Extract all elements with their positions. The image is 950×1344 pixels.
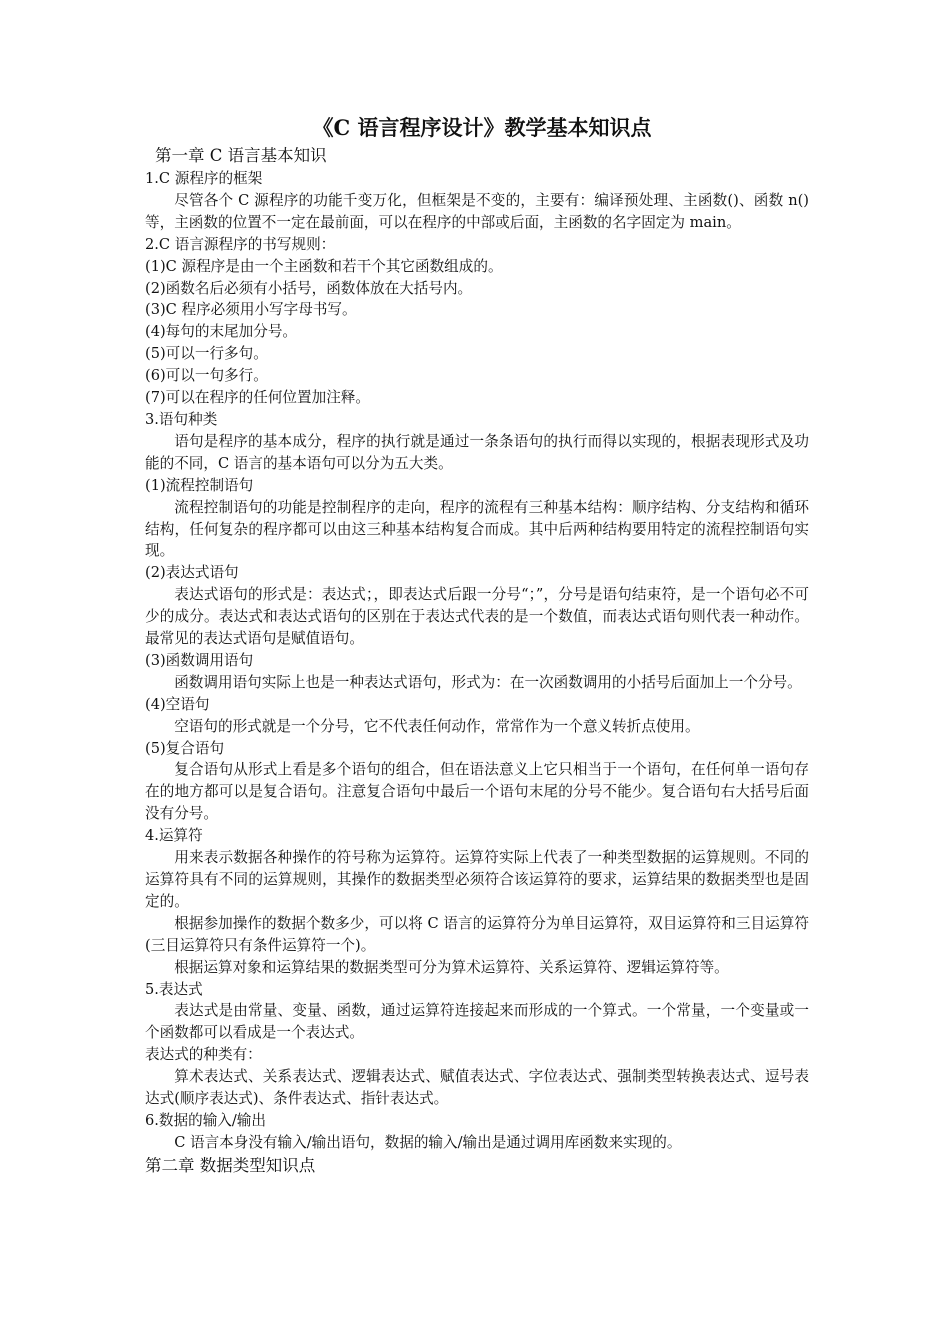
section-3-paragraph: 语句是程序的基本成分，程序的执行就是通过一条条语句的执行而得以实现的，根据表现形式及功能的不同，C 语言的基本语句可以分为五大类。 xyxy=(145,432,809,472)
expression-kinds-heading: 表达式的种类有： xyxy=(145,1046,262,1064)
subsection-empty-statement-heading: (4)空语句 xyxy=(145,695,210,713)
subsection-flow-control-heading: (1)流程控制语句 xyxy=(145,476,254,494)
chapter-1-heading: 第一章 C 语言基本知识 xyxy=(155,146,327,165)
document-title: 《C 语言程序设计》教学基本知识点 xyxy=(312,115,652,140)
section-2-heading: 2.C 语言源程序的书写规则： xyxy=(145,235,336,253)
section-4-paragraph: 用来表示数据各种操作的符号称为运算符。运算符实际上代表了一种类型数据的运算规则。不同的运算符具有不同的运算规则，其操作的数据类型必须符合该运算符的要求，运算结果的数据类型也是固定的。 xyxy=(145,849,809,910)
section-4-paragraph: 根据运算对象和运算结果的数据类型可分为算术运算符、关系运算符、逻辑运算符等。 xyxy=(174,958,729,976)
rule-item: (2)函数名后必须有小括号，函数体放在大括号内。 xyxy=(145,279,473,297)
subsection-compound-statement-paragraph: 复合语句从形式上看是多个语句的组合，但在语法意义上它只相当于一个语句，在任何单一语句存在的地方都可以是复合语句。注意复合语句中最后一个语句末尾的分号不能少。复合语句右大括号后面没有分号。 xyxy=(145,761,809,823)
subsection-compound-statement-heading: (5)复合语句 xyxy=(145,739,225,757)
document-page xyxy=(145,112,809,1178)
section-6-heading: 6.数据的输入/输出 xyxy=(145,1111,266,1129)
rule-item: (5)可以一行多句。 xyxy=(145,345,268,363)
subsection-function-call-paragraph: 函数调用语句实际上也是一种表达式语句，形式为：在一次函数调用的小括号后面加上一个分号。 xyxy=(174,673,802,691)
subsection-flow-control-paragraph: 流程控制语句的功能是控制程序的走向，程序的流程有三种基本结构：顺序结构、分支结构和循环结构，任何复杂的程序都可以由这三种基本结构复合而成。其中后两种结构要用特定的流程控制语句实现。 xyxy=(145,498,809,560)
section-4-heading: 4.运算符 xyxy=(145,827,203,845)
rule-item: (4)每句的末尾加分号。 xyxy=(145,323,298,341)
rule-item: (3)C 程序必须用小写字母书写。 xyxy=(145,301,357,319)
subsection-expression-statement-heading: (2)表达式语句 xyxy=(145,564,239,582)
section-4-paragraph: 根据参加操作的数据个数多少，可以将 C 语言的运算符分为单目运算符，双目运算符和三目运算符(三目运算符只有条件运算符一个)。 xyxy=(145,914,809,954)
section-1-paragraph: 尽管各个 C 源程序的功能千变万化，但框架是不变的，主要有：编译预处理、主函数()、函数 n()等，主函数的位置不一定在最前面，可以在程序的中部或后面，主函数的名字固定为 main。 xyxy=(145,191,809,231)
subsection-function-call-heading: (3)函数调用语句 xyxy=(145,651,254,669)
subsection-empty-statement-paragraph: 空语句的形式就是一个分号，它不代表任何动作，常常作为一个意义转折点使用。 xyxy=(174,717,700,735)
section-1-heading: 1.C 源程序的框架 xyxy=(145,170,263,187)
chapter-2-heading: 第二章 数据类型知识点 xyxy=(145,1155,316,1175)
section-3-heading: 3.语句种类 xyxy=(145,410,218,428)
section-5-heading: 5.表达式 xyxy=(145,980,203,998)
rule-item: (1)C 源程序是由一个主函数和若干个其它函数组成的。 xyxy=(145,257,503,275)
subsection-expression-statement-paragraph: 表达式语句的形式是：表达式；，即表达式后跟一分号“；”，分号是语句结束符，是一个语句必不可少的成分。表达式和表达式语句的区别在于表达式代表的是一个数值，而表达式语句则代表一种动作。最常见的表达式语句是赋值语句。 xyxy=(145,586,809,648)
expression-kinds-paragraph: 算术表达式、关系表达式、逻辑表达式、赋值表达式、字位表达式、强制类型转换表达式、逗号表达式(顺序表达式)、条件表达式、指针表达式。 xyxy=(145,1068,809,1108)
rule-item: (6)可以一句多行。 xyxy=(145,367,268,385)
section-6-paragraph: C 语言本身没有输入/输出语句，数据的输入/输出是通过调用库函数来实现的。 xyxy=(174,1133,682,1151)
rule-item: (7)可以在程序的任何位置加注释。 xyxy=(145,389,370,407)
section-5-paragraph: 表达式是由常量、变量、函数，通过运算符连接起来而形成的一个算式。一个常量，一个变量或一个函数都可以看成是一个表达式。 xyxy=(145,1002,809,1042)
